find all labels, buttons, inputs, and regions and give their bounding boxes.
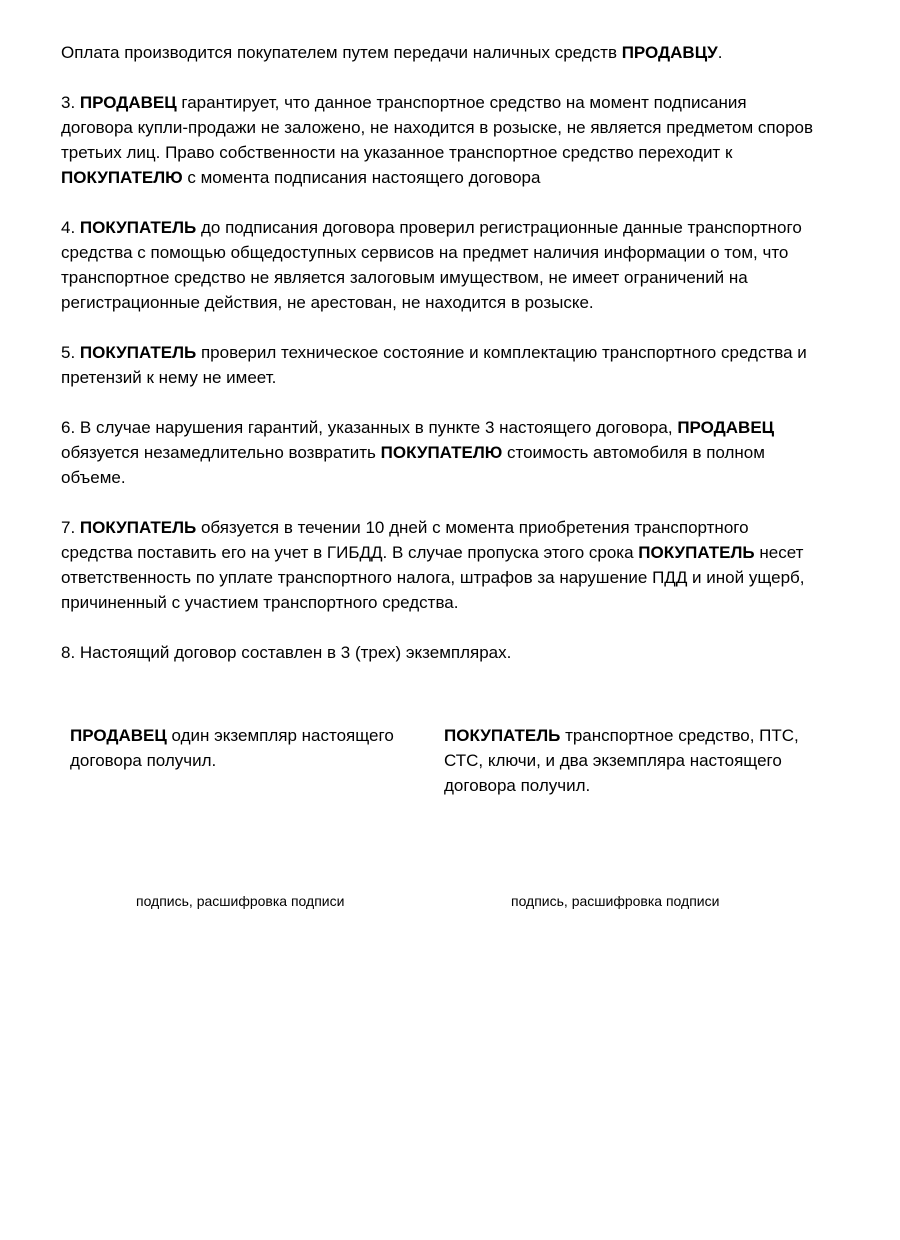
contract-body xyxy=(61,40,821,690)
signature-table xyxy=(61,723,821,798)
paragraph-text: обязуется в течении 10 дней с момента приобретения транспортного средства поставить его на учет в ГИБДД. В случае пропуска этого срока xyxy=(61,518,749,562)
paragraph-text: 7. xyxy=(61,518,80,537)
paragraph-text: 4. xyxy=(61,218,80,237)
paragraph-6 xyxy=(61,415,821,490)
paragraph-text: . xyxy=(717,43,723,62)
paragraph-5 xyxy=(61,340,821,390)
buyer-role: ПОКУПАТЕЛЬ xyxy=(444,726,561,745)
party-name: ПОКУПАТЕЛЬ xyxy=(79,218,197,237)
buyer-signature-caption: подпись, расшифровка подписи xyxy=(511,893,720,909)
paragraph-text: с момента подписания настоящего договора xyxy=(182,168,541,187)
seller-signature-block xyxy=(61,723,436,798)
paragraph-7 xyxy=(61,515,821,615)
paragraph-8 xyxy=(61,640,821,665)
buyer-statement: транспортное средство, ПТС, СТС, ключи, и два экземпляра настоящего договора получил. xyxy=(444,726,799,795)
party-name: ПОКУПАТЕЛЬ xyxy=(79,518,197,537)
paragraph-3 xyxy=(61,90,821,190)
buyer-signature-block xyxy=(436,723,821,798)
seller-statement: один экземпляр настоящего договора получил. xyxy=(70,726,394,770)
party-name: ПОКУПАТЕЛЮ xyxy=(380,443,503,462)
party-name: ПОКУПАТЕЛЬ xyxy=(79,343,197,362)
paragraph-text: 8. Настоящий договор составлен в 3 (трех) экземплярах. xyxy=(61,643,512,662)
party-name: ПРОДАВЕЦ xyxy=(677,418,775,437)
party-name: ПРОДАВЦУ xyxy=(621,43,718,62)
seller-role: ПРОДАВЕЦ xyxy=(70,726,167,745)
party-name: ПРОДАВЕЦ xyxy=(79,93,177,112)
paragraph-text: 6. В случае нарушения гарантий, указанных в пункте 3 настоящего договора, xyxy=(61,418,678,437)
paragraph-text: 3. xyxy=(61,93,80,112)
paragraph-text: Оплата производится покупателем путем передачи наличных средств xyxy=(61,43,622,62)
paragraph-payment xyxy=(61,40,821,65)
paragraph-text: до подписания договора проверил регистрационные данные транспортного средства с помощью общедоступных сервисов на предмет наличия информации о том, что транспортное средство не является залоговым имуществом, не имеет ограничений на регистрационные действия, не арестован, не находится в розыске. xyxy=(61,218,802,312)
paragraph-text: проверил техническое состояние и комплектацию транспортного средства и претензий к нему не имеет. xyxy=(61,343,807,387)
paragraph-text: гарантирует, что данное транспортное средство на момент подписания договора купли-продажи не заложено, не находится в розыске, не является предметом споров третьих лиц. Право собственности на указанное транспортное средство переходит к xyxy=(61,93,814,162)
paragraph-4 xyxy=(61,215,821,315)
paragraph-text: стоимость автомобиля в полном объеме. xyxy=(61,443,765,487)
paragraph-text: обязуется незамедлительно возвратить xyxy=(61,443,381,462)
party-name: ПОКУПАТЕЛЮ xyxy=(61,168,183,187)
party-name: ПОКУПАТЕЛЬ xyxy=(638,543,755,562)
paragraph-text: 5. xyxy=(61,343,80,362)
seller-signature-caption: подпись, расшифровка подписи xyxy=(136,893,345,909)
paragraph-text: несет ответственность по уплате транспортного налога, штрафов за нарушение ПДД и иной ущерб, причиненный с участием транспортного средства. xyxy=(61,543,805,612)
